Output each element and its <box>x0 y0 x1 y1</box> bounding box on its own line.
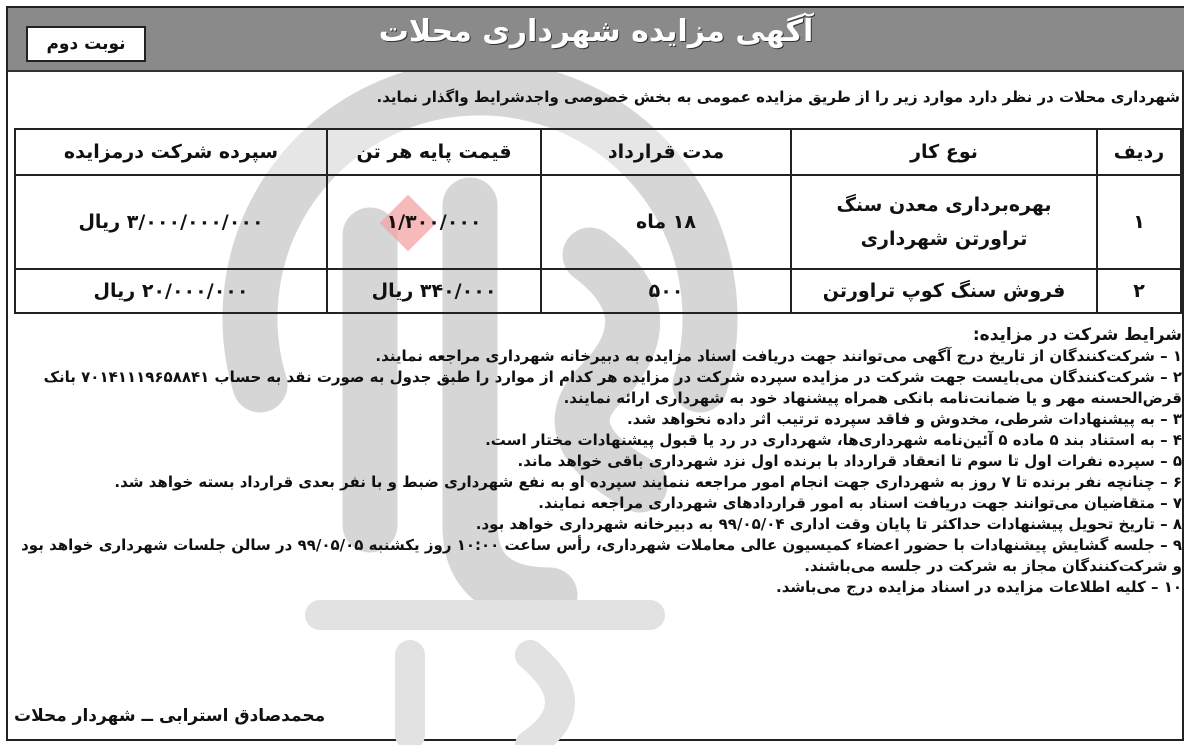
mayor-signature: محمدصادق استرابی ــ شهردار محلات <box>14 706 326 726</box>
work-type-line: بهره‌برداری معدن سنگ <box>836 194 1052 216</box>
header-work-type: نوع کار <box>791 129 1097 175</box>
condition-item: ۲ – شرکت‌کنندگان می‌بایست جهت شرکت در مزایده سپرده شرکت در مزایده هر کدام از موارد را طبق جدول به صورت نقد به حساب ۷۰۱۴۱۱۱۹۶۵۸۸۴۱ بانک قرض‌الحسنه مهر و یا ضمانت‌نامه بانکی همراه پیشنهاد خود به شهرداری ارائه نمایند. <box>43 368 1182 407</box>
price-value: ۱/۳۰۰/۰۰۰ <box>386 211 482 233</box>
row-work-type <box>791 175 1097 269</box>
header-duration: مدت قرارداد <box>541 129 791 175</box>
table-header-row <box>15 129 1181 175</box>
header-index: ردیف <box>1097 129 1181 175</box>
publication-round-badge: نوبت دوم <box>26 26 146 62</box>
condition-item: ۱ – شرکت‌کنندگان از تاریخ درج آگهی می‌توانند جهت دریافت اسناد مزایده به دبیرخانه شهرداری مراجعه نمایند. <box>375 347 1182 365</box>
row-duration: ۱۸ ماه <box>541 175 791 269</box>
condition-item: ۱۰ – کلیه اطلاعات مزایده در اسناد مزایده درج می‌باشد. <box>776 578 1182 596</box>
notice-title: آگهی مزایده شهرداری محلات <box>378 14 814 49</box>
table-row <box>15 269 1181 313</box>
condition-item: ۸ – تاریخ تحویل پیشنهادات حداکثر تا پایان وقت اداری ۹۹/۰۵/۰۴ به دبیرخانه شهرداری خواهد بود. <box>475 515 1182 533</box>
intro-text: شهرداری محلات در نظر دارد موارد زیر را از طریق مزایده عمومی به بخش خصوصی واجدشرایط واگذار نماید. <box>376 88 1180 106</box>
auction-table <box>14 128 1182 314</box>
condition-item: ۵ – سپرده نفرات اول تا سوم تا انعقاد قرارداد با برنده اول نزد شهرداری باقی خواهد ماند. <box>517 452 1182 470</box>
header-bar <box>8 8 1184 72</box>
condition-item: ۴ – به استناد بند ۵ ماده ۵ آئین‌نامه شهرداری‌ها، شهرداری در رد یا قبول پیشنهادات مختار است. <box>485 431 1182 449</box>
price-highlight <box>386 211 481 233</box>
condition-item: ۷ – متقاضیان می‌توانند جهت دریافت اسناد به امور قراردادهای شهرداری مراجعه نمایند. <box>538 494 1182 512</box>
header-base-price: قیمت پایه هر تن <box>327 129 541 175</box>
row-base-price <box>327 175 541 269</box>
conditions-title: شرایط شرکت در مزایده: <box>972 325 1182 345</box>
row-deposit: ۲۰/۰۰۰/۰۰۰ ریال <box>15 269 327 313</box>
condition-item: ۳ – به پیشنهادات شرطی، مخدوش و فاقد سپرده ترتیب اثر داده نخواهد شد. <box>626 410 1182 428</box>
work-type-line: تراورتن شهرداری <box>860 228 1028 250</box>
row-base-price: ۳۴۰/۰۰۰ ریال <box>327 269 541 313</box>
row-index: ۲ <box>1097 269 1181 313</box>
row-deposit: ۳/۰۰۰/۰۰۰/۰۰۰ ریال <box>15 175 327 269</box>
condition-item: ۶ – چنانچه نفر برنده تا ۷ روز به شهرداری جهت انجام امور مراجعه ننمایند سپرده او به نفع شهرداری ضبط و با نفر بعدی قرارداد بسته خواهد شد. <box>114 473 1182 491</box>
header-deposit: سپرده شرکت درمزایده <box>15 129 327 175</box>
row-work-type: فروش سنگ کوپ تراورتن <box>791 269 1097 313</box>
condition-item: ۹ – جلسه گشایش پیشنهادات با حضور اعضاء کمیسیون عالی معاملات شهرداری، رأس ساعت ۱۰:۰۰ روز یکشنبه ۹۹/۰۵/۰۵ در سالن جلسات شهرداری خواهد بود و شرکت‌کنندگان مجاز به شرکت در جلسه می‌باشند. <box>21 536 1182 575</box>
row-index: ۱ <box>1097 175 1181 269</box>
table-row <box>15 175 1181 269</box>
conditions-section <box>12 325 1182 598</box>
row-duration: ۵۰۰ <box>541 269 791 313</box>
